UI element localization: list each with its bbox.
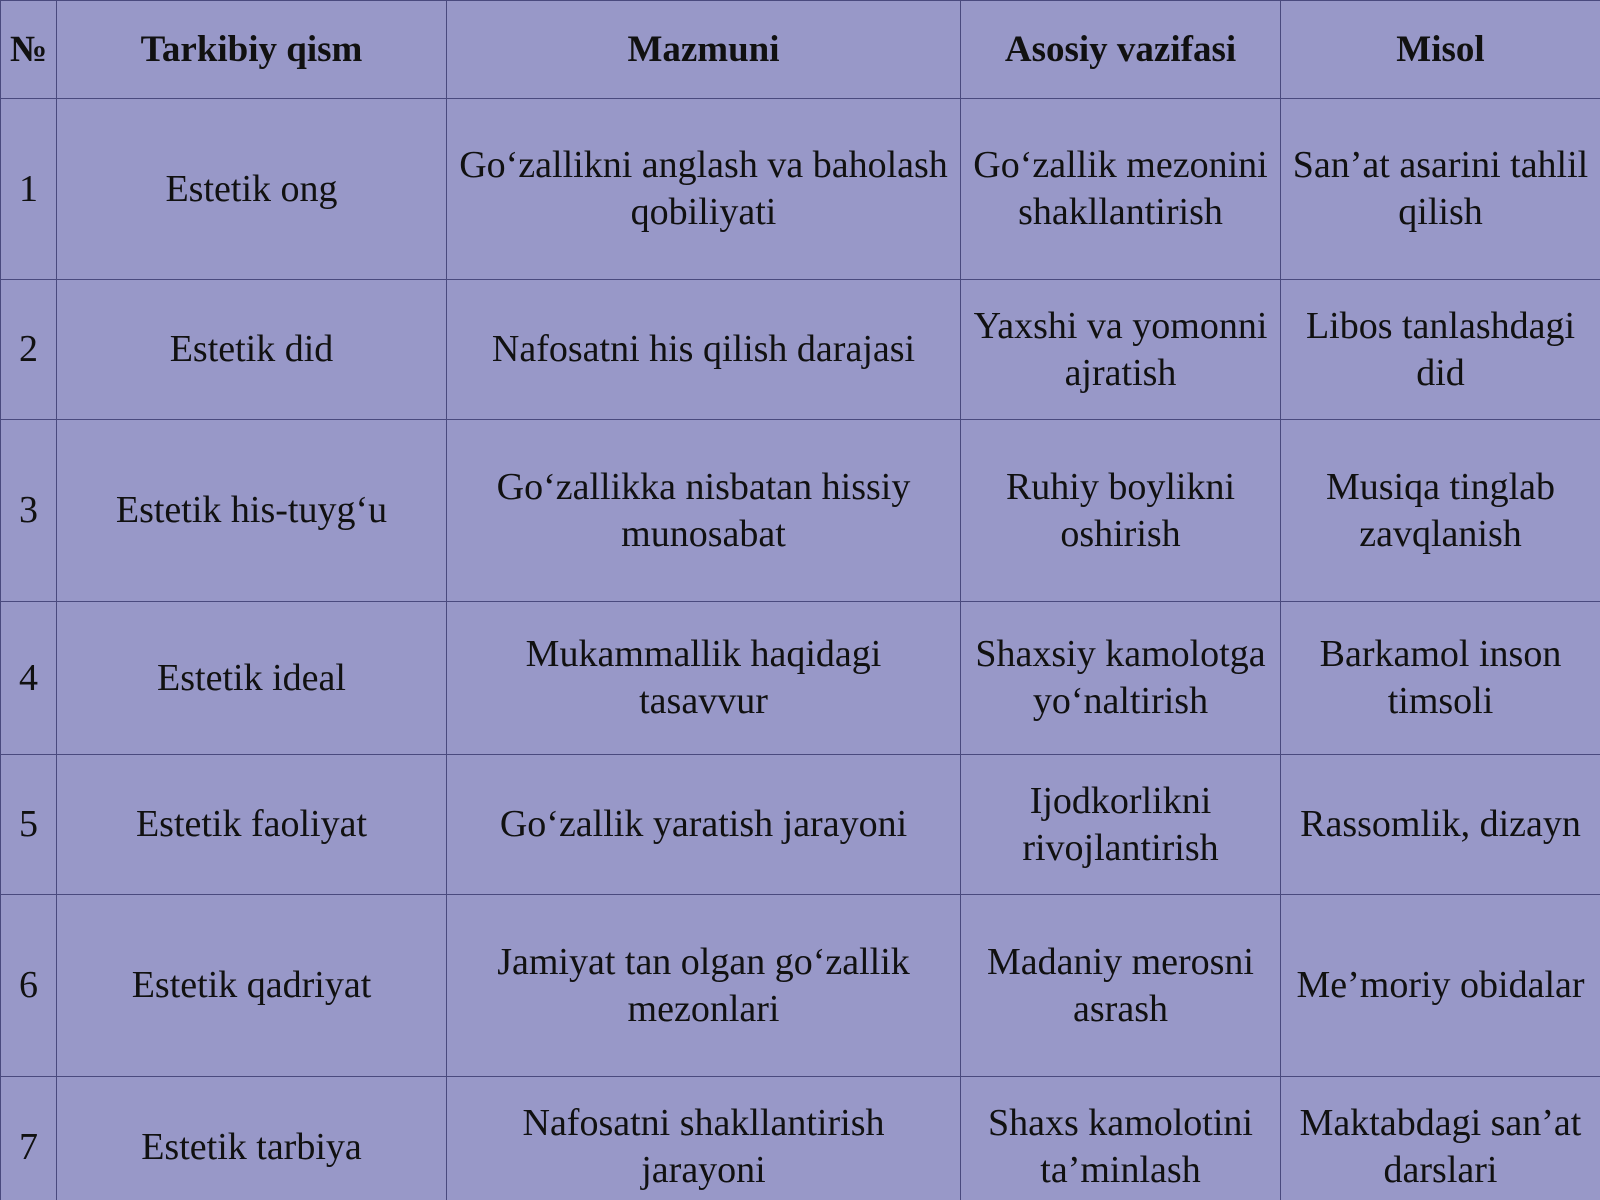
content-cell: Nafosatni his qilish darajasi bbox=[447, 280, 961, 420]
table-row bbox=[1, 755, 1600, 895]
component-cell: Estetik his-tuyg‘u bbox=[57, 420, 447, 602]
component-cell: Estetik ong bbox=[57, 99, 447, 280]
main-task-cell: Shaxs kamolotini ta’minlash bbox=[961, 1077, 1281, 1200]
example-cell: Rassomlik, dizayn bbox=[1281, 755, 1600, 895]
component-cell: Estetik faoliyat bbox=[57, 755, 447, 895]
header-content: Mazmuni bbox=[447, 1, 961, 99]
header-component: Tarkibiy qism bbox=[57, 1, 447, 99]
content-cell: Jamiyat tan olgan go‘zallik mezonlari bbox=[447, 895, 961, 1077]
content-cell: Go‘zallikka nisbatan hissiy munosabat bbox=[447, 420, 961, 602]
row-number: 3 bbox=[1, 420, 57, 602]
main-task-cell: Shaxsiy kamolotga yo‘naltirish bbox=[961, 602, 1281, 755]
main-task-cell: Madaniy merosni asrash bbox=[961, 895, 1281, 1077]
example-cell: Maktabdagi san’at darslari bbox=[1281, 1077, 1600, 1200]
component-cell: Estetik ideal bbox=[57, 602, 447, 755]
example-cell: Barkamol inson timsoli bbox=[1281, 602, 1600, 755]
header-row bbox=[1, 1, 1600, 99]
table-row bbox=[1, 99, 1600, 280]
component-cell: Estetik tarbiya bbox=[57, 1077, 447, 1200]
content-cell: Go‘zallikni anglash va baholash qobiliyati bbox=[447, 99, 961, 280]
component-cell: Estetik did bbox=[57, 280, 447, 420]
main-task-cell: Yaxshi va yomonni ajratish bbox=[961, 280, 1281, 420]
example-cell: Musiqa tinglab zavqlanish bbox=[1281, 420, 1600, 602]
header-number: № bbox=[1, 1, 57, 99]
row-number: 7 bbox=[1, 1077, 57, 1200]
table-row bbox=[1, 280, 1600, 420]
example-cell: San’at asarini tahlil qilish bbox=[1281, 99, 1600, 280]
header-example: Misol bbox=[1281, 1, 1600, 99]
main-task-cell: Go‘zallik mezonini shakllantirish bbox=[961, 99, 1281, 280]
row-number: 5 bbox=[1, 755, 57, 895]
table-row bbox=[1, 895, 1600, 1077]
example-cell: Libos tanlashdagi did bbox=[1281, 280, 1600, 420]
main-task-cell: Ruhiy boylikni oshirish bbox=[961, 420, 1281, 602]
component-cell: Estetik qadriyat bbox=[57, 895, 447, 1077]
example-cell: Me’moriy obidalar bbox=[1281, 895, 1600, 1077]
content-cell: Mukammallik haqidagi tasavvur bbox=[447, 602, 961, 755]
header-main-task: Asosiy vazifasi bbox=[961, 1, 1281, 99]
row-number: 4 bbox=[1, 602, 57, 755]
content-cell: Nafosatni shakllantirish jarayoni bbox=[447, 1077, 961, 1200]
table-row bbox=[1, 420, 1600, 602]
content-cell: Go‘zallik yaratish jarayoni bbox=[447, 755, 961, 895]
row-number: 2 bbox=[1, 280, 57, 420]
row-number: 6 bbox=[1, 895, 57, 1077]
row-number: 1 bbox=[1, 99, 57, 280]
main-task-cell: Ijodkorlikni rivojlantirish bbox=[961, 755, 1281, 895]
table-row bbox=[1, 1077, 1600, 1200]
table-row bbox=[1, 602, 1600, 755]
